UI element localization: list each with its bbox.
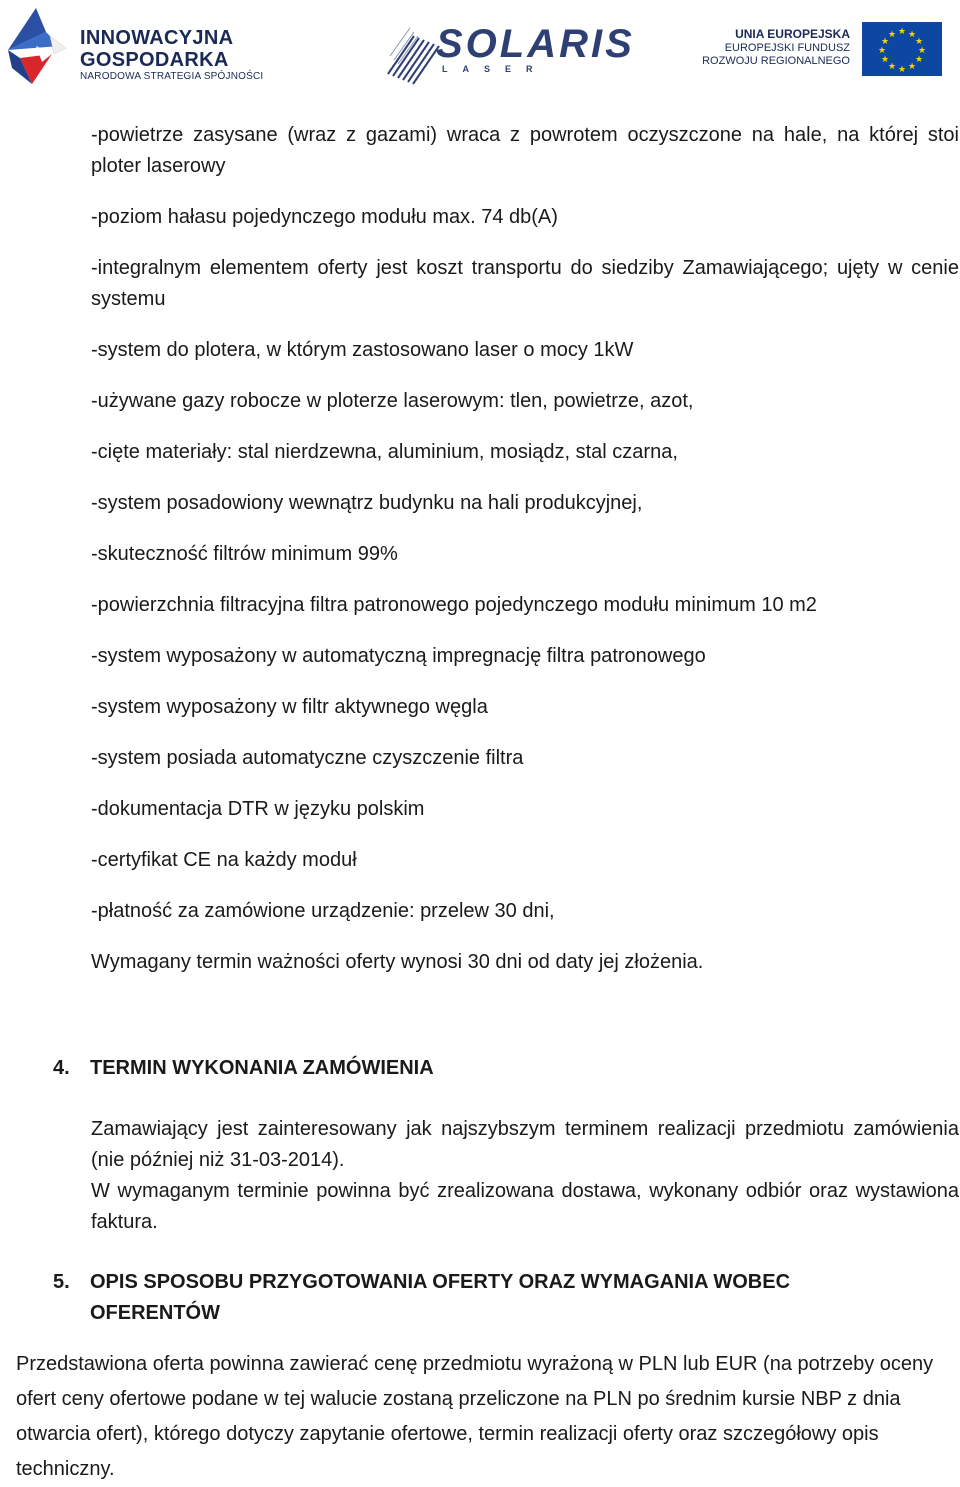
solaris-sub: LASER: [442, 64, 548, 74]
svg-text:★: ★: [880, 37, 890, 47]
ig-logo-line1: INNOWACYJNA: [80, 27, 234, 49]
list-item: -używane gazy robocze w ploterze laserowym: tlen, powietrze, azot,: [91, 390, 694, 412]
list-item: -system do plotera, w którym zastosowano laser o mocy 1kW: [91, 339, 634, 361]
list-item: -system posiada automatyczne czyszczenie filtra: [91, 747, 524, 769]
ig-logo-line2: GOSPODARKA: [80, 49, 229, 71]
svg-text:★: ★: [907, 62, 917, 72]
ue-logo-line2: EUROPEJSKI FUNDUSZ: [724, 42, 850, 54]
svg-text:★: ★: [887, 62, 897, 72]
section-5-heading: [53, 1267, 913, 1329]
list-item: -cięte materiały: stal nierdzewna, aluminium, mosiądz, stal czarna,: [91, 441, 678, 463]
list-item: Wymagany termin ważności oferty wynosi 30 dni od daty jej złożenia.: [91, 951, 704, 973]
svg-text:★: ★: [914, 55, 924, 65]
list-item: -poziom hałasu pojedynczego modułu max. 74 db(A): [91, 206, 558, 228]
paragraph: W wymaganym terminie powinna być zrealizowana dostawa, wykonany odbiór oraz wystawiona faktura.: [91, 1180, 959, 1233]
paragraph: Zamawiający jest zainteresowany jak najszybszym terminem realizacji przedmiotu zamówienia (nie później niż 31-03-2014).: [91, 1118, 959, 1171]
svg-text:★: ★: [887, 30, 897, 40]
unia-europejska-logo: [702, 22, 954, 82]
section-title: TERMIN WYKONANIA ZAMÓWIENIA: [90, 1057, 434, 1079]
eu-flag-icon: [862, 22, 942, 76]
solaris-laser-logo: [384, 16, 635, 86]
svg-text:★: ★: [917, 46, 927, 56]
solaris-stripes-icon: [384, 16, 444, 86]
svg-text:★: ★: [907, 30, 917, 40]
list-item: -integralnym elementem oferty jest koszt transportu do siedziby Zamawiającego; ujęty w cenie systemu: [91, 257, 959, 310]
innowacyjna-gospodarka-logo: [6, 6, 266, 86]
list-item: -system wyposażony w filtr aktywnego węgla: [91, 696, 488, 718]
section-4-heading: [53, 1053, 913, 1084]
ig-logo-line3: NARODOWA STRATEGIA SPÓJNOŚCI: [80, 71, 264, 82]
svg-text:★: ★: [914, 37, 924, 47]
ue-logo-line3: ROZWOJU REGIONALNEGO: [702, 55, 850, 67]
svg-text:★: ★: [897, 65, 907, 75]
svg-text:★: ★: [880, 55, 890, 65]
section-title: OPIS SPOSOBU PRZYGOTOWANIA OFERTY ORAZ WYMAGANIA WOBEC OFERENTÓW: [90, 1271, 791, 1324]
list-item: -płatność za zamówione urządzenie: przelew 30 dni,: [91, 900, 555, 922]
section-4-body: [91, 1114, 959, 1238]
section-number: 4.: [53, 1057, 70, 1079]
list-item: -system posadowiony wewnątrz budynku na hali produkcyjnej,: [91, 492, 643, 514]
section-5-paragraph: Przedstawiona oferta powinna zawierać cenę przedmiotu wyrażoną w PLN lub EUR (na potrzeby oceny ofert ceny ofertowe podane w tej walucie zostaną przeliczone na PLN po średnim kursie NBP z dnia otwarcia ofert), którego dotyczy zapytanie ofertowe, termin realizacji oferty oraz szczegółowy opis techniczny.: [16, 1353, 934, 1480]
svg-text:★: ★: [877, 46, 887, 56]
ue-logo-line1: UNIA EUROPEJSKA: [735, 27, 850, 41]
page-header: [0, 0, 960, 96]
solaris-name: SOLARIS: [436, 22, 635, 66]
list-item: -dokumentacja DTR w języku polskim: [91, 798, 425, 820]
list-item: -powietrze zasysane (wraz z gazami) wraca z powrotem oczyszczone na hale, na której stoi ploter laserowy: [91, 124, 959, 177]
ig-emblem-icon: [6, 6, 70, 86]
section-number: 5.: [53, 1271, 70, 1293]
svg-text:★: ★: [897, 27, 907, 37]
list-item: -certyfikat CE na każdy moduł: [91, 849, 357, 871]
requirements-list: [91, 120, 959, 998]
list-item: -powierzchnia filtracyjna filtra patronowego pojedynczego modułu minimum 10 m2: [91, 594, 817, 616]
list-item: -system wyposażony w automatyczną impregnację filtra patronowego: [91, 645, 706, 667]
list-item: -skuteczność filtrów minimum 99%: [91, 543, 398, 565]
